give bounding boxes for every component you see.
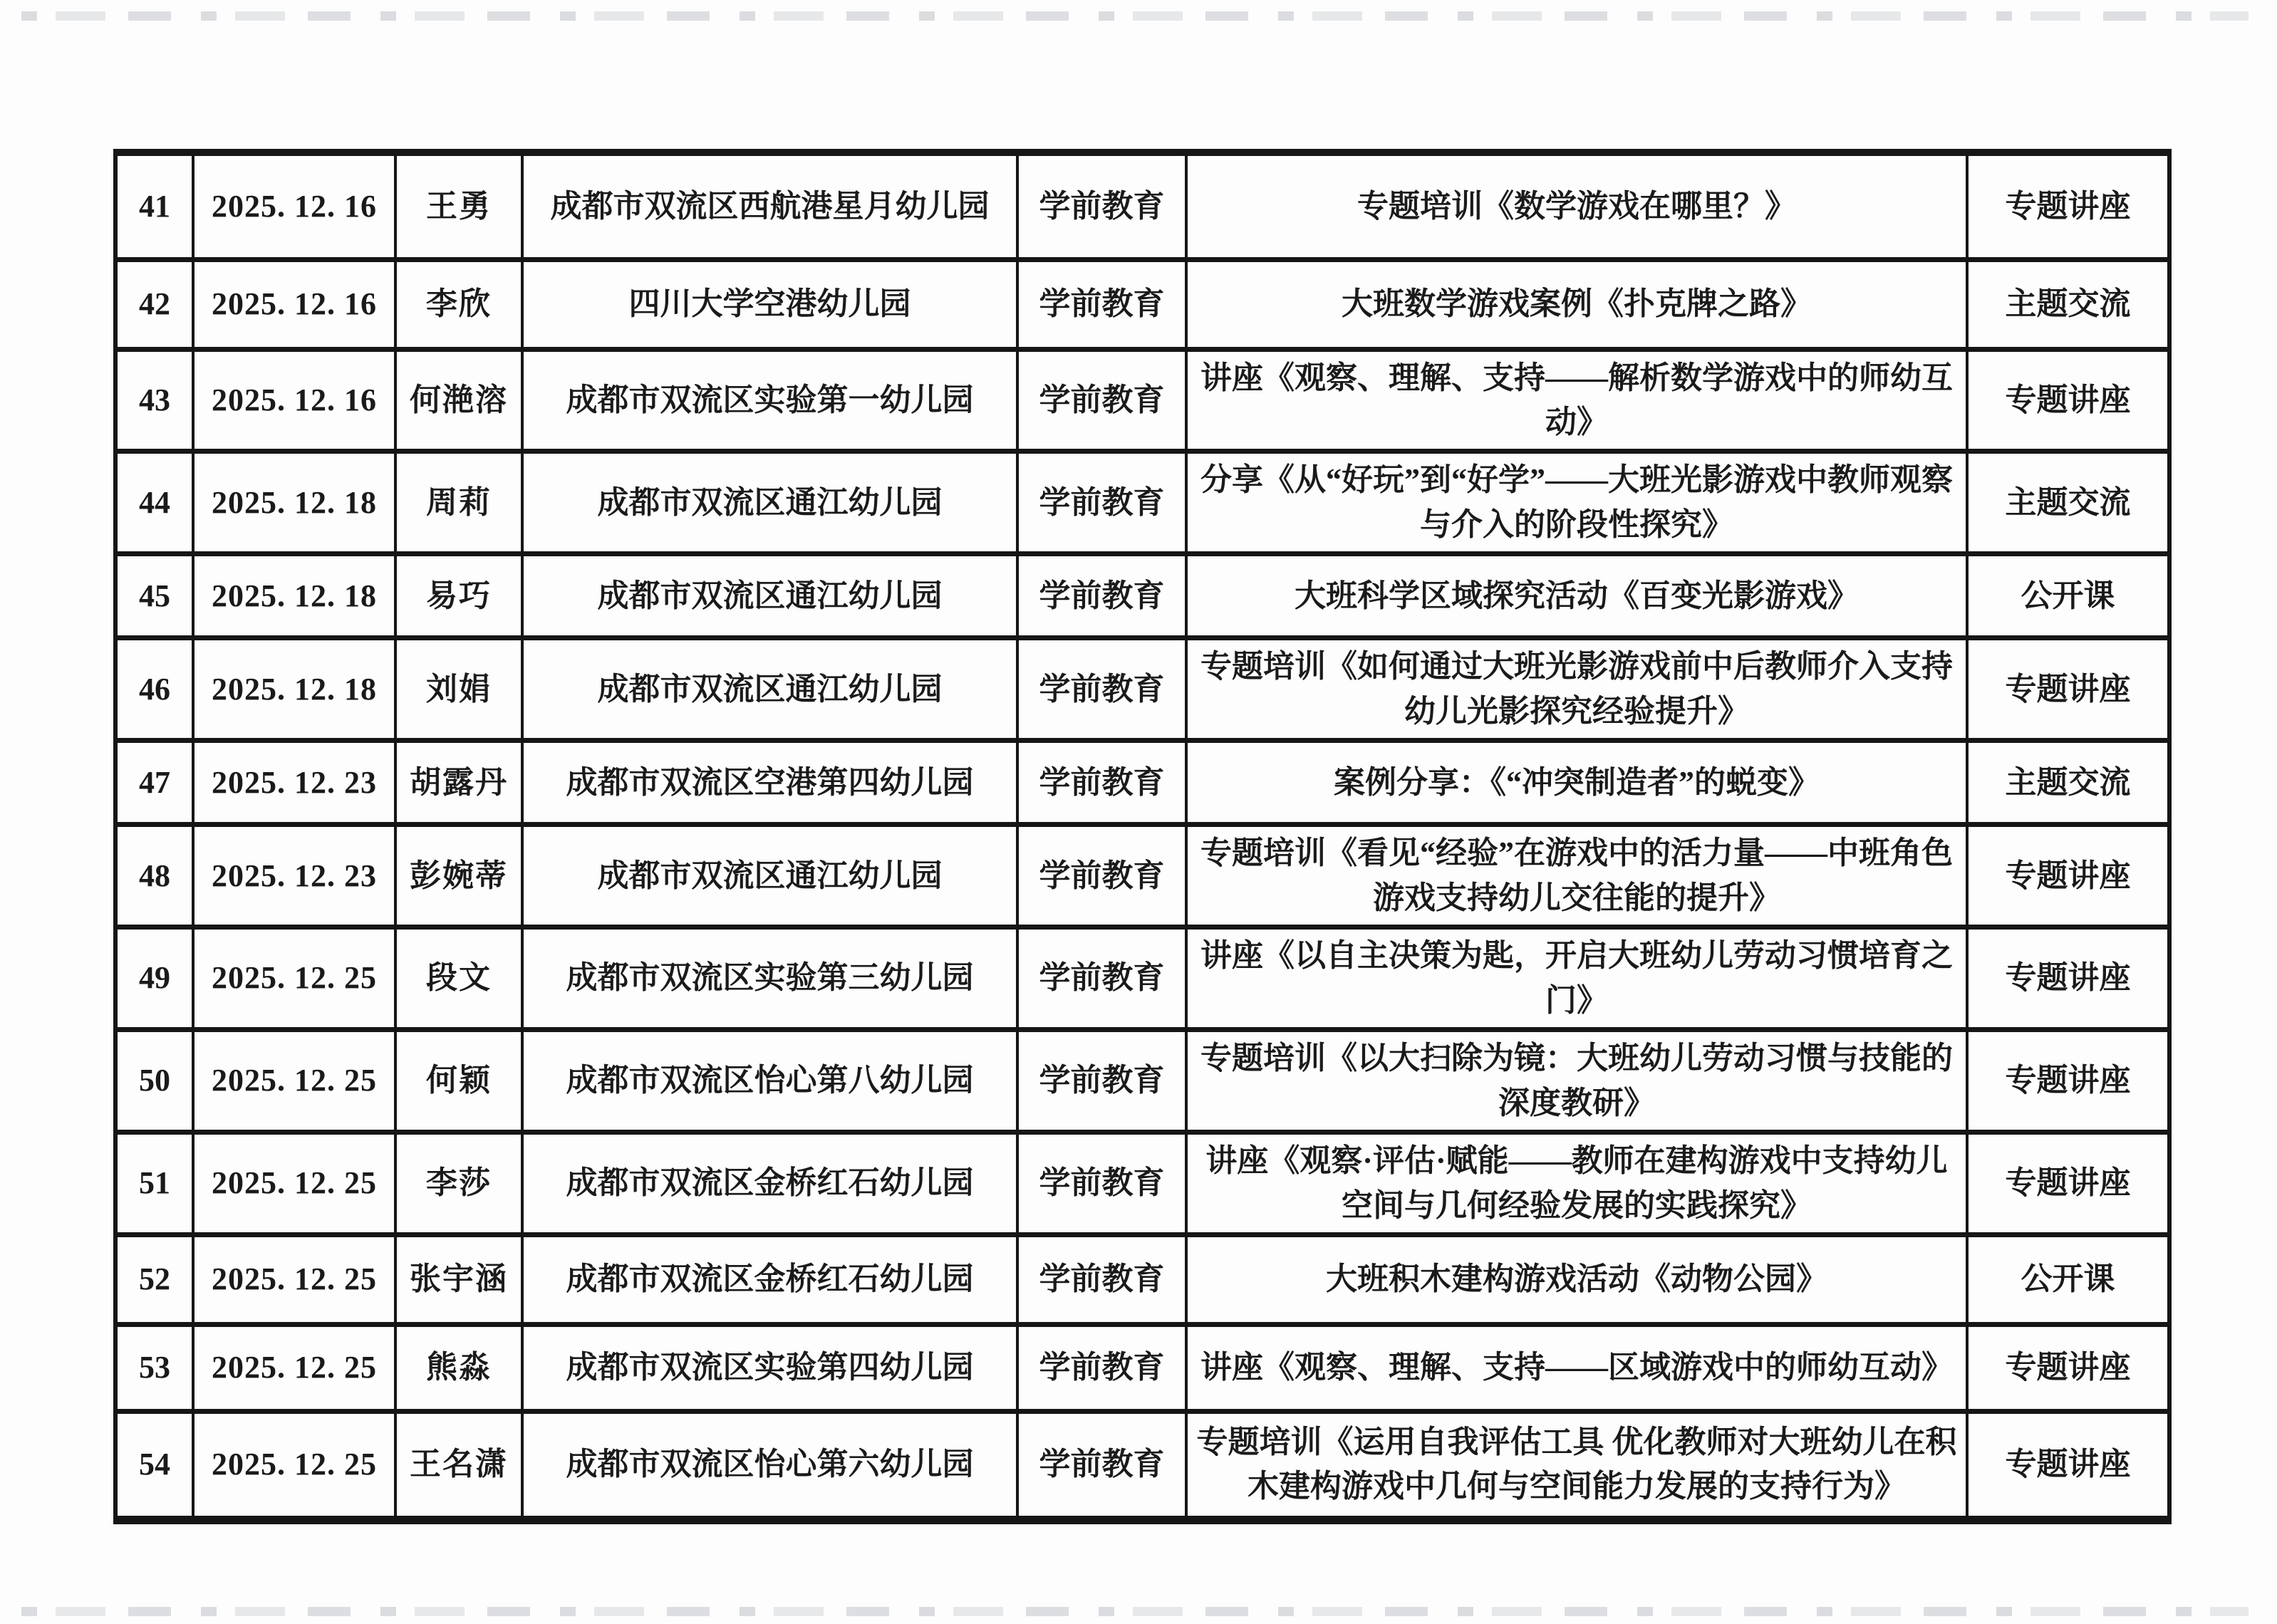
table-row bbox=[115, 1235, 2169, 1325]
date-cell: 2025. 12. 25 bbox=[193, 1133, 395, 1235]
activity-title-cell: 讲座《以自主决策为匙，开启大班幼儿劳动习惯培育之门》 bbox=[1186, 927, 1967, 1030]
serial-cell: 48 bbox=[115, 825, 193, 927]
serial-cell: 46 bbox=[115, 638, 193, 741]
date-cell: 2025. 12. 25 bbox=[193, 1030, 395, 1133]
education-stage-cell: 学前教育 bbox=[1017, 1325, 1186, 1412]
school-cell: 成都市双流区怡心第八幼儿园 bbox=[522, 1030, 1017, 1133]
school-cell: 成都市双流区实验第四幼儿园 bbox=[522, 1325, 1017, 1412]
date-cell: 2025. 12. 16 bbox=[193, 349, 395, 452]
bottom-edge-scan-artifact bbox=[21, 1607, 2249, 1616]
school-cell: 成都市双流区通江幼儿园 bbox=[522, 638, 1017, 741]
teacher-name-cell: 李莎 bbox=[395, 1133, 522, 1235]
school-cell: 成都市双流区金桥红石幼儿园 bbox=[522, 1235, 1017, 1325]
education-stage-cell: 学前教育 bbox=[1017, 1235, 1186, 1325]
table-row bbox=[115, 554, 2169, 638]
school-cell: 成都市双流区空港第四幼儿园 bbox=[522, 741, 1017, 825]
activity-type-cell: 专题讲座 bbox=[1967, 1325, 2169, 1412]
table-row bbox=[115, 1325, 2169, 1412]
education-stage-cell: 学前教育 bbox=[1017, 825, 1186, 927]
teacher-name-cell: 段文 bbox=[395, 927, 522, 1030]
education-stage-cell: 学前教育 bbox=[1017, 1030, 1186, 1133]
serial-cell: 43 bbox=[115, 349, 193, 452]
activity-title-cell: 大班积木建构游戏活动《动物公园》 bbox=[1186, 1235, 1967, 1325]
education-stage-cell: 学前教育 bbox=[1017, 927, 1186, 1030]
school-cell: 成都市双流区通江幼儿园 bbox=[522, 825, 1017, 927]
activity-type-cell: 专题讲座 bbox=[1967, 927, 2169, 1030]
activity-type-cell: 公开课 bbox=[1967, 1235, 2169, 1325]
activity-title-cell: 讲座《观察、理解、支持——解析数学游戏中的师幼互动》 bbox=[1186, 349, 1967, 452]
school-cell: 成都市双流区金桥红石幼儿园 bbox=[522, 1133, 1017, 1235]
activity-type-cell: 公开课 bbox=[1967, 554, 2169, 638]
date-cell: 2025. 12. 25 bbox=[193, 1325, 395, 1412]
school-cell: 成都市双流区怡心第六幼儿园 bbox=[522, 1412, 1017, 1520]
serial-cell: 41 bbox=[115, 152, 193, 259]
date-cell: 2025. 12. 18 bbox=[193, 638, 395, 741]
education-stage-cell: 学前教育 bbox=[1017, 554, 1186, 638]
table-row bbox=[115, 825, 2169, 927]
serial-cell: 51 bbox=[115, 1133, 193, 1235]
serial-cell: 47 bbox=[115, 741, 193, 825]
serial-cell: 52 bbox=[115, 1235, 193, 1325]
activity-type-cell: 主题交流 bbox=[1967, 259, 2169, 349]
activity-type-cell: 专题讲座 bbox=[1967, 1030, 2169, 1133]
education-stage-cell: 学前教育 bbox=[1017, 1412, 1186, 1520]
education-stage-cell: 学前教育 bbox=[1017, 152, 1186, 259]
date-cell: 2025. 12. 16 bbox=[193, 259, 395, 349]
activity-title-cell: 大班科学区域探究活动《百变光影游戏》 bbox=[1186, 554, 1967, 638]
serial-cell: 54 bbox=[115, 1412, 193, 1520]
activity-title-cell: 专题培训《运用自我评估工具 优化教师对大班幼儿在积木建构游戏中几何与空间能力发展的支持行为》 bbox=[1186, 1412, 1967, 1520]
activity-title-cell: 专题培训《以大扫除为镜：大班幼儿劳动习惯与技能的深度教研》 bbox=[1186, 1030, 1967, 1133]
teacher-name-cell: 王名潇 bbox=[395, 1412, 522, 1520]
activity-title-cell: 分享《从“好玩”到“好学”——大班光影游戏中教师观察与介入的阶段性探究》 bbox=[1186, 452, 1967, 554]
activity-type-cell: 主题交流 bbox=[1967, 452, 2169, 554]
education-stage-cell: 学前教育 bbox=[1017, 638, 1186, 741]
teacher-name-cell: 胡露丹 bbox=[395, 741, 522, 825]
school-cell: 成都市双流区通江幼儿园 bbox=[522, 452, 1017, 554]
teacher-name-cell: 周莉 bbox=[395, 452, 522, 554]
serial-cell: 53 bbox=[115, 1325, 193, 1412]
activity-type-cell: 专题讲座 bbox=[1967, 1412, 2169, 1520]
activity-type-cell: 专题讲座 bbox=[1967, 1133, 2169, 1235]
education-stage-cell: 学前教育 bbox=[1017, 259, 1186, 349]
activity-type-cell: 专题讲座 bbox=[1967, 349, 2169, 452]
table-row bbox=[115, 1412, 2169, 1520]
table-row bbox=[115, 452, 2169, 554]
date-cell: 2025. 12. 25 bbox=[193, 1412, 395, 1520]
date-cell: 2025. 12. 25 bbox=[193, 1235, 395, 1325]
table-row bbox=[115, 741, 2169, 825]
activity-title-cell: 专题培训《看见“经验”在游戏中的活力量——中班角色游戏支持幼儿交往能的提升》 bbox=[1186, 825, 1967, 927]
teacher-name-cell: 张宇涵 bbox=[395, 1235, 522, 1325]
teacher-name-cell: 王勇 bbox=[395, 152, 522, 259]
teacher-name-cell: 何颖 bbox=[395, 1030, 522, 1133]
activity-type-cell: 专题讲座 bbox=[1967, 152, 2169, 259]
activity-type-cell: 主题交流 bbox=[1967, 741, 2169, 825]
activity-title-cell: 讲座《观察、理解、支持——区域游戏中的师幼互动》 bbox=[1186, 1325, 1967, 1412]
date-cell: 2025. 12. 23 bbox=[193, 741, 395, 825]
school-cell: 成都市双流区实验第一幼儿园 bbox=[522, 349, 1017, 452]
teacher-name-cell: 何滟溶 bbox=[395, 349, 522, 452]
date-cell: 2025. 12. 25 bbox=[193, 927, 395, 1030]
activity-roster-table bbox=[113, 149, 2172, 1524]
table-row bbox=[115, 259, 2169, 349]
serial-cell: 50 bbox=[115, 1030, 193, 1133]
activity-title-cell: 讲座《观察·评估·赋能——教师在建构游戏中支持幼儿空间与几何经验发展的实践探究》 bbox=[1186, 1133, 1967, 1235]
serial-cell: 42 bbox=[115, 259, 193, 349]
activity-title-cell: 专题培训《如何通过大班光影游戏前中后教师介入支持幼儿光影探究经验提升》 bbox=[1186, 638, 1967, 741]
date-cell: 2025. 12. 23 bbox=[193, 825, 395, 927]
activity-title-cell: 案例分享：《“冲突制造者”的蜕变》 bbox=[1186, 741, 1967, 825]
teacher-name-cell: 熊淼 bbox=[395, 1325, 522, 1412]
date-cell: 2025. 12. 18 bbox=[193, 554, 395, 638]
school-cell: 成都市双流区西航港星月幼儿园 bbox=[522, 152, 1017, 259]
table-row bbox=[115, 927, 2169, 1030]
education-stage-cell: 学前教育 bbox=[1017, 1133, 1186, 1235]
table-row bbox=[115, 152, 2169, 259]
table-row bbox=[115, 638, 2169, 741]
activity-type-cell: 专题讲座 bbox=[1967, 638, 2169, 741]
teacher-name-cell: 易巧 bbox=[395, 554, 522, 638]
education-stage-cell: 学前教育 bbox=[1017, 349, 1186, 452]
teacher-name-cell: 刘娟 bbox=[395, 638, 522, 741]
teacher-name-cell: 李欣 bbox=[395, 259, 522, 349]
teacher-name-cell: 彭婉蒂 bbox=[395, 825, 522, 927]
serial-cell: 44 bbox=[115, 452, 193, 554]
activity-title-cell: 专题培训《数学游戏在哪里？》 bbox=[1186, 152, 1967, 259]
school-cell: 成都市双流区通江幼儿园 bbox=[522, 554, 1017, 638]
school-cell: 成都市双流区实验第三幼儿园 bbox=[522, 927, 1017, 1030]
serial-cell: 45 bbox=[115, 554, 193, 638]
date-cell: 2025. 12. 18 bbox=[193, 452, 395, 554]
table-row bbox=[115, 1030, 2169, 1133]
education-stage-cell: 学前教育 bbox=[1017, 452, 1186, 554]
serial-cell: 49 bbox=[115, 927, 193, 1030]
top-edge-scan-artifact bbox=[21, 11, 2249, 21]
school-cell: 四川大学空港幼儿园 bbox=[522, 259, 1017, 349]
activity-type-cell: 专题讲座 bbox=[1967, 825, 2169, 927]
table-row bbox=[115, 1133, 2169, 1235]
table-row bbox=[115, 349, 2169, 452]
education-stage-cell: 学前教育 bbox=[1017, 741, 1186, 825]
date-cell: 2025. 12. 16 bbox=[193, 152, 395, 259]
activity-title-cell: 大班数学游戏案例《扑克牌之路》 bbox=[1186, 259, 1967, 349]
roster-body bbox=[115, 152, 2169, 1520]
